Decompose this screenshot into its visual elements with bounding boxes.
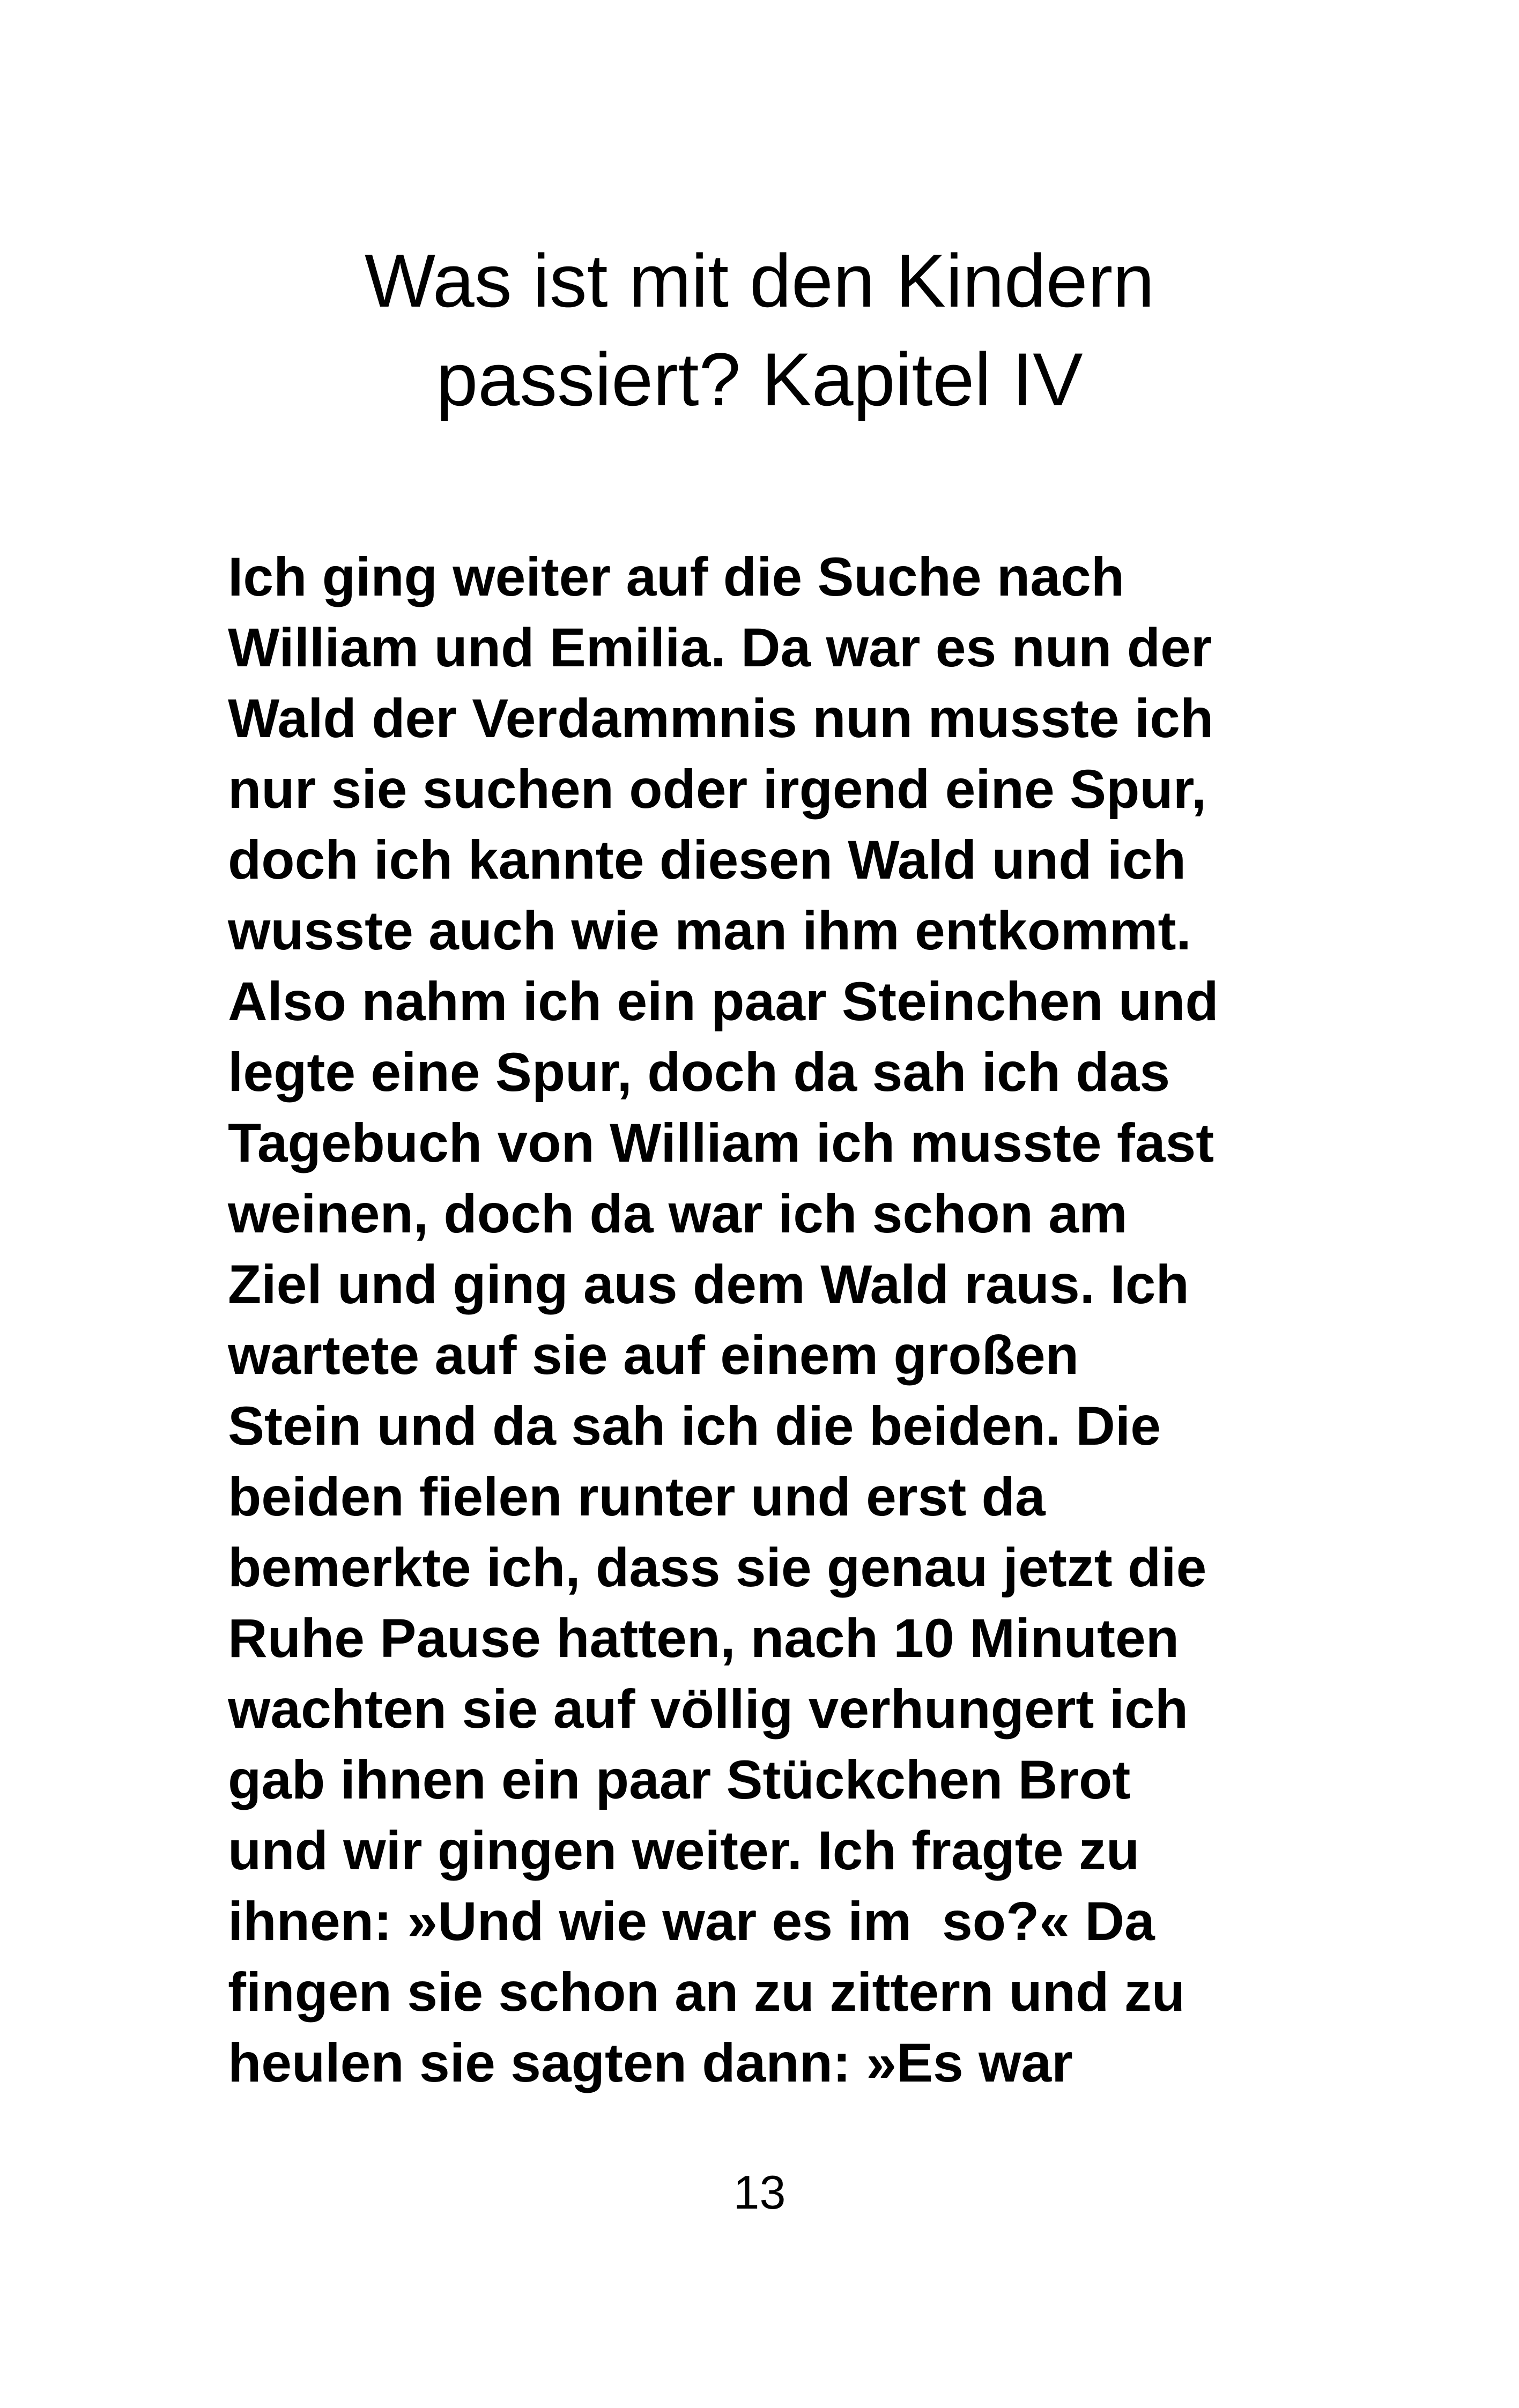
- body-line: Also nahm ich ein paar Steinchen und: [228, 971, 1219, 1032]
- body-line: William und Emilia. Da war es nun der: [228, 617, 1212, 678]
- body-line: Wald der Verdammnis nun musste ich: [228, 688, 1214, 749]
- body-line: gab ihnen ein paar Stückchen Brot: [228, 1749, 1131, 1810]
- body-line: wachten sie auf völlig verhungert ich: [228, 1678, 1189, 1740]
- body-line: beiden fielen runter und erst da: [228, 1466, 1046, 1527]
- body-line: legte eine Spur, doch da sah ich das: [228, 1042, 1170, 1103]
- body-paragraph: [228, 541, 1300, 2098]
- body-line: Stein und da sah ich die beiden. Die: [228, 1395, 1161, 1456]
- body-line: Ruhe Pause hatten, nach 10 Minuten: [228, 1608, 1179, 1669]
- body-line: ihnen: »Und wie war es im so?« Da: [228, 1891, 1155, 1952]
- chapter-title-line-1: Was ist mit den Kindern: [364, 239, 1155, 323]
- body-line: fingen sie schon an zu zittern und zu: [228, 1961, 1185, 2023]
- body-line: Tagebuch von William ich musste fast: [228, 1112, 1214, 1173]
- body-line: nur sie suchen oder irgend eine Spur,: [228, 759, 1207, 820]
- body-line: Ich ging weiter auf die Suche nach: [228, 546, 1124, 607]
- body-line: wusste auch wie man ihm entkommt.: [228, 900, 1191, 961]
- page-number: 13: [733, 2166, 786, 2219]
- body-line: bemerkte ich, dass sie genau jetzt die: [228, 1537, 1207, 1598]
- body-line: Ziel und ging aus dem Wald raus. Ich: [228, 1254, 1189, 1315]
- body-line: wartete auf sie auf einem großen: [228, 1325, 1079, 1386]
- body-line: weinen, doch da war ich schon am: [228, 1183, 1128, 1244]
- body-line: und wir gingen weiter. Ich fragte zu: [228, 1820, 1140, 1881]
- chapter-title-line-2: passiert? Kapitel IV: [436, 337, 1083, 421]
- body-line: doch ich kannte diesen Wald und ich: [228, 829, 1187, 890]
- body-line: heulen sie sagten dann: »Es war: [228, 2032, 1073, 2093]
